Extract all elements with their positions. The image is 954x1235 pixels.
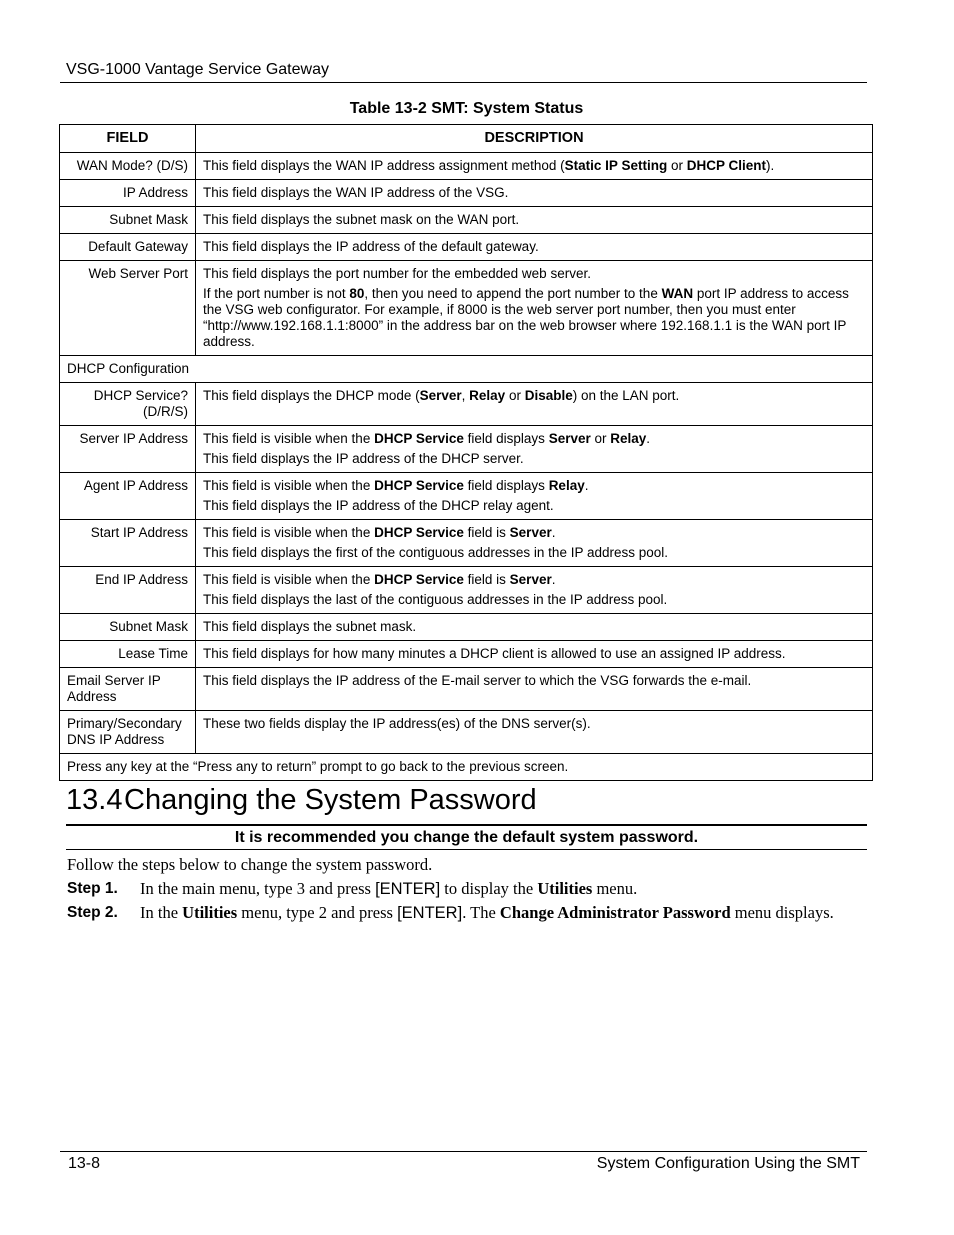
section-number: 13.4 [66, 784, 123, 816]
description-cell: This field displays the WAN IP address of the VSG. [196, 180, 873, 207]
description-cell: This field displays the WAN IP address assignment method (Static IP Setting or DHCP Client). [196, 153, 873, 180]
field-cell: DHCP Service? (D/R/S) [60, 383, 196, 426]
field-cell: WAN Mode? (D/S) [60, 153, 196, 180]
note-top-rule [66, 824, 867, 826]
chapter-title: System Configuration Using the SMT [596, 1155, 860, 1172]
table-row [60, 711, 873, 754]
table-row [60, 426, 873, 473]
field-cell: Subnet Mask [60, 614, 196, 641]
running-header: VSG-1000 Vantage Service Gateway [66, 61, 329, 78]
section-title-text: Changing the System Password [124, 784, 537, 816]
page-number: 13-8 [68, 1155, 101, 1172]
field-cell: IP Address [60, 180, 196, 207]
description-column-header: DESCRIPTION [196, 125, 873, 153]
field-cell: End IP Address [60, 567, 196, 614]
description-cell: These two fields display the IP address(es) of the DNS server(s). [196, 711, 873, 754]
description-cell: This field displays the IP address of the default gateway. [196, 234, 873, 261]
description-cell: This field is visible when the DHCP Service field is Server. This field displays the first of the contiguous addresses in the IP address pool. [196, 520, 873, 567]
field-cell: Primary/Secondary DNS IP Address [60, 711, 196, 754]
description-cell: This field displays the subnet mask on the WAN port. [196, 207, 873, 234]
field-cell: Web Server Port [60, 261, 196, 356]
table-row [60, 473, 873, 520]
table-row [60, 180, 873, 207]
note-bottom-rule [66, 849, 867, 850]
table-row [60, 641, 873, 668]
table-footer-row [60, 754, 873, 781]
table-footer-note: Press any key at the “Press any to return” prompt to go back to the previous screen. [60, 754, 873, 781]
header-rule [60, 82, 867, 83]
recommendation-note: It is recommended you change the default system password. [234, 829, 699, 846]
table-row [60, 520, 873, 567]
field-cell: Lease Time [60, 641, 196, 668]
description-cell: This field is visible when the DHCP Service field displays Server or Relay. This field displays the IP address of the DHCP server. [196, 426, 873, 473]
system-status-table [59, 124, 873, 781]
description-cell: This field displays the DHCP mode (Server, Relay or Disable) on the LAN port. [196, 383, 873, 426]
step-text: In the main menu, type 3 and press [ENTER] to display the Utilities menu. [140, 879, 638, 898]
step-label: Step 1. [67, 880, 118, 897]
table-row [60, 207, 873, 234]
table-caption: Table 13-2 SMT: System Status [349, 100, 584, 117]
description-cell: This field is visible when the DHCP Service field is Server. This field displays the last of the contiguous addresses in the IP address pool. [196, 567, 873, 614]
table-row [60, 261, 873, 356]
table-header-row [60, 125, 873, 153]
field-cell: Subnet Mask [60, 207, 196, 234]
table-row [60, 614, 873, 641]
section-heading [66, 781, 866, 819]
description-cell: This field displays the subnet mask. [196, 614, 873, 641]
field-cell: Email Server IP Address [60, 668, 196, 711]
table-row [60, 567, 873, 614]
description-cell: This field displays the port number for the embedded web server. If the port number is not 80, then you need to append the port number to the WAN port IP address to access the VSG web configurator. For example, if 8000 is the web server port number, then you must enter “http://www.192.168.1.1:8000” in the address bar on the web browser where 192.168.1.1 is the WAN port IP address. [196, 261, 873, 356]
description-cell: This field is visible when the DHCP Service field displays Relay. This field displays the IP address of the DHCP relay agent. [196, 473, 873, 520]
intro-paragraph: Follow the steps below to change the system password. [67, 855, 433, 874]
field-cell: Agent IP Address [60, 473, 196, 520]
table-row [60, 153, 873, 180]
table-row [60, 383, 873, 426]
field-cell: Server IP Address [60, 426, 196, 473]
description-cell: This field displays for how many minutes a DHCP client is allowed to use an assigned IP address. [196, 641, 873, 668]
footer-rule [60, 1151, 867, 1152]
field-cell: Start IP Address [60, 520, 196, 567]
field-cell: Default Gateway [60, 234, 196, 261]
description-cell: This field displays the IP address of the E-mail server to which the VSG forwards the e-mail. [196, 668, 873, 711]
step-label: Step 2. [67, 904, 118, 921]
field-column-header: FIELD [60, 125, 196, 153]
table-row [60, 668, 873, 711]
step-text: In the Utilities menu, type 2 and press [ENTER]. The Change Administrator Password menu displays. [140, 903, 834, 922]
table-row [60, 234, 873, 261]
section-label-cell: DHCP Configuration [60, 356, 873, 383]
table-section-row [60, 356, 873, 383]
